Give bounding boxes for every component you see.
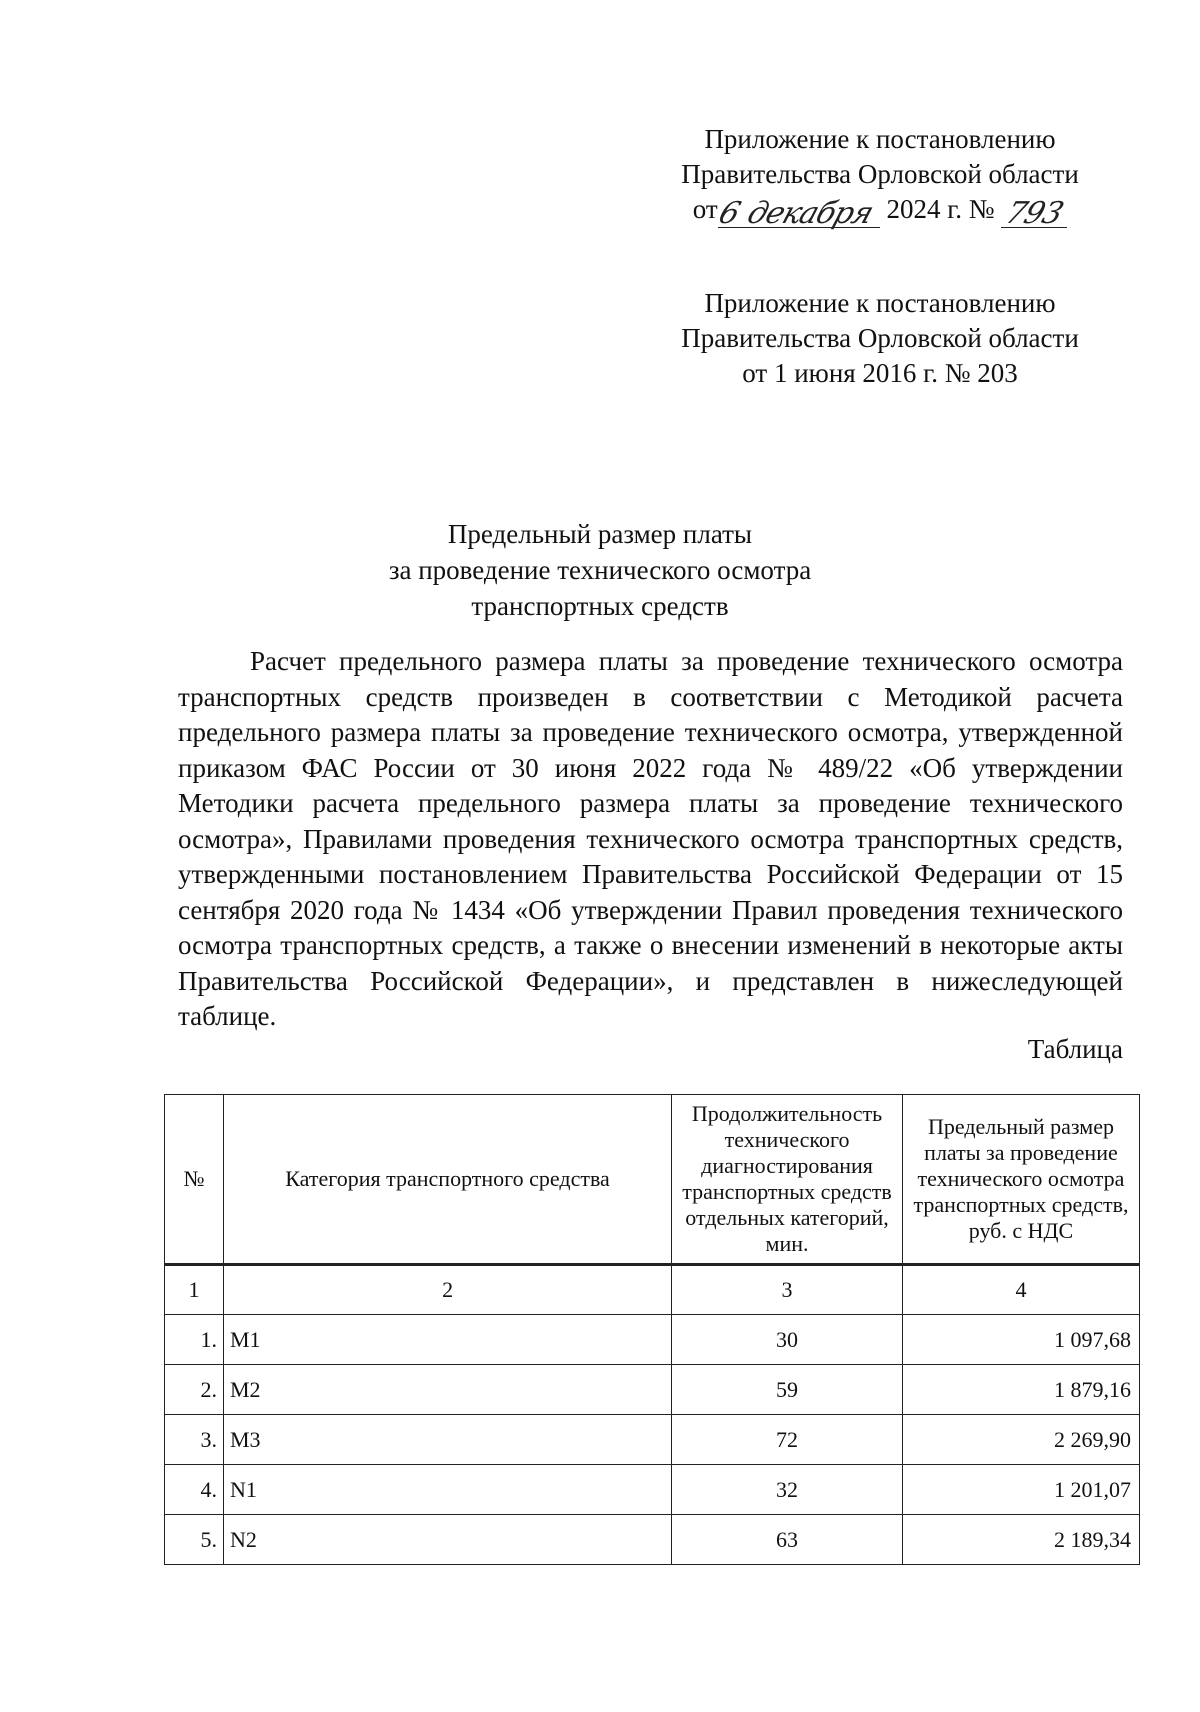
table-row (165, 1365, 1140, 1415)
row-number: 1. (165, 1315, 224, 1365)
header-old-line2: Правительства Орловской области (681, 323, 1079, 353)
handwritten-month: декабря (742, 196, 878, 231)
fee-table (164, 1094, 1140, 1565)
table-row (165, 1515, 1140, 1565)
header-new-line2: Правительства Орловской области (681, 159, 1079, 189)
table-row (165, 1315, 1140, 1365)
title-line3: транспортных средств (471, 591, 729, 621)
header-new-date-line (650, 192, 1110, 231)
date-prefix: от (692, 194, 718, 224)
row-number: 4. (165, 1465, 224, 1515)
appendix-header-old (650, 286, 1110, 391)
column-number: 1 (165, 1265, 224, 1315)
row-number: 2. (165, 1365, 224, 1415)
appendix-header-new (650, 122, 1110, 231)
column-number: 4 (902, 1265, 1139, 1315)
document-title (0, 516, 1200, 624)
row-fee: 1 097,68 (902, 1315, 1139, 1365)
row-fee: 2 189,34 (902, 1515, 1139, 1565)
number-blank (1001, 192, 1068, 231)
row-duration: 59 (672, 1365, 903, 1415)
row-category: N2 (223, 1515, 671, 1565)
row-fee: 1 879,16 (902, 1365, 1139, 1415)
column-number-row (165, 1265, 1140, 1315)
month-blank (740, 192, 880, 231)
row-fee: 1 201,07 (902, 1465, 1139, 1515)
year-text: 2024 г. № (886, 194, 995, 224)
table-row (165, 1415, 1140, 1465)
handwritten-number: 793 (1001, 196, 1068, 231)
column-number: 2 (223, 1265, 671, 1315)
header-new-line1: Приложение к постановлению (704, 124, 1056, 154)
table-row (165, 1465, 1140, 1515)
row-number: 5. (165, 1515, 224, 1565)
header-category: Категория транспортного средства (223, 1095, 671, 1265)
row-duration: 30 (672, 1315, 903, 1365)
header-duration: Продолжительность технического диагностирования транспортных средств отдельных категорий, мин. (672, 1095, 903, 1265)
table-header-row (165, 1095, 1140, 1265)
row-number: 3. (165, 1415, 224, 1465)
column-number: 3 (672, 1265, 903, 1315)
row-duration: 72 (672, 1415, 903, 1465)
header-old-line3: от 1 июня 2016 г. № 203 (742, 358, 1018, 388)
row-duration: 32 (672, 1465, 903, 1515)
table-caption: Таблица (1027, 1034, 1123, 1064)
row-category: N1 (223, 1465, 671, 1515)
handwritten-day: 6 (714, 196, 744, 231)
row-duration: 63 (672, 1515, 903, 1565)
title-line2: за проведение технического осмотра (388, 555, 812, 585)
body-paragraph: Расчет предельного размера платы за проведение технического осмотра транспортных средств произведен в соответствии с Методикой расчета предельного размера платы за проведение технического осмотра, утвержденной приказом ФАС России от 30 июня 2022 года № 489/22 «Об утверждении Методики расчета предельного размера платы за проведение технического осмотра», Правилами проведения технического осмотра транспортных средств, утвержденными постановлением Правительства Российской Федерации от 15 сентября 2020 года № 1434 «Об утверждении Правил проведения технического осмотра транспортных средств, а также о внесении изменений в некоторые акты Правительства Российской Федерации», и представлен в нижеследующей таблице. (178, 646, 1123, 1031)
row-category: M3 (223, 1415, 671, 1465)
header-fee: Предельный размер платы за проведение технического осмотра транспортных средств, руб. с НДС (902, 1095, 1139, 1265)
header-old-line1: Приложение к постановлению (704, 288, 1056, 318)
row-category: M1 (223, 1315, 671, 1365)
header-number: № (165, 1095, 224, 1265)
row-category: M2 (223, 1365, 671, 1415)
title-line1: Предельный размер платы (447, 519, 753, 549)
row-fee: 2 269,90 (902, 1415, 1139, 1465)
